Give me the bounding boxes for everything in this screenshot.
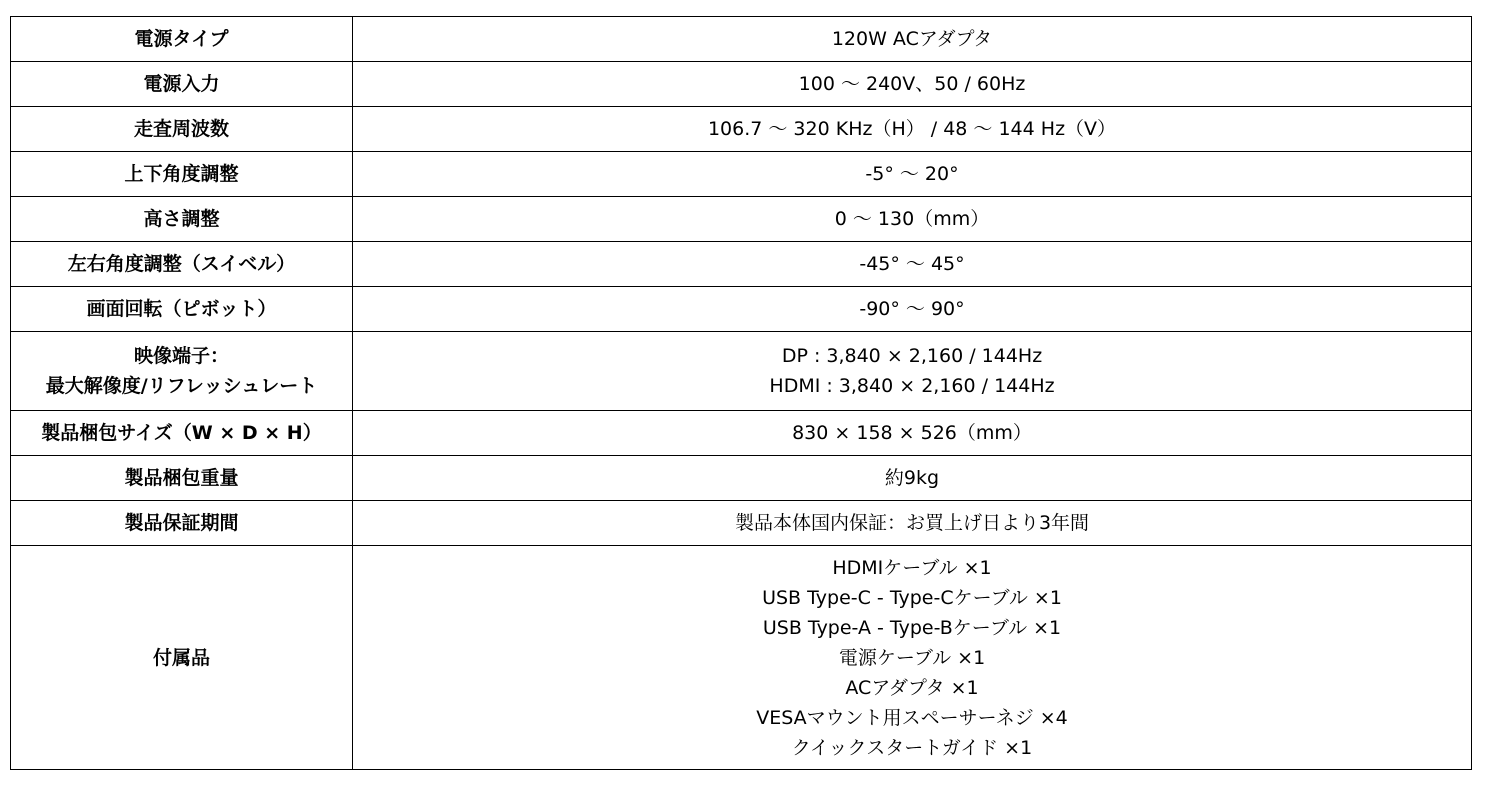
spec-value-line: 100 ～ 240V、50 / 60Hz (798, 73, 1026, 95)
spec-label-line: 付属品 (152, 646, 210, 669)
table-row (11, 456, 1472, 501)
spec-label-line: 左右角度調整（スイベル） (67, 253, 296, 275)
accessory-item: VESAマウント用スペーサーネジ ×4 (756, 706, 1068, 729)
spec-table (10, 16, 1472, 770)
spec-label (11, 62, 353, 107)
spec-value (353, 242, 1472, 287)
table-row (11, 107, 1472, 152)
spec-label-line: 電源入力 (143, 73, 220, 95)
spec-value (353, 332, 1472, 411)
spec-label (11, 242, 353, 287)
accessory-item: USB Type-C - Type-Cケーブル ×1 (762, 586, 1062, 609)
spec-value-line: -90° ～ 90° (859, 298, 965, 320)
spec-value-line: 約9kg (884, 467, 940, 489)
spec-value-line: HDMI : 3,840 × 2,160 / 144Hz (769, 375, 1055, 397)
spec-value (353, 197, 1472, 242)
spec-value-line: 830 × 158 × 526（mm） (792, 422, 1032, 444)
table-row (11, 152, 1472, 197)
spec-label (11, 107, 353, 152)
spec-label (11, 411, 353, 456)
spec-value (353, 456, 1472, 501)
accessory-item: USB Type-A - Type-Bケーブル ×1 (762, 616, 1062, 639)
accessory-item: HDMIケーブル ×1 (832, 556, 992, 579)
spec-value (353, 152, 1472, 197)
spec-value (353, 62, 1472, 107)
spec-label (11, 152, 353, 197)
spec-value-line: 0 ～ 130（mm） (834, 208, 990, 230)
spec-value-line: -5° ～ 20° (865, 163, 959, 185)
spec-label-line: 映像端子： (133, 345, 229, 367)
spec-value-line: -45° ～ 45° (859, 253, 965, 275)
spec-label (11, 17, 353, 62)
spec-value (353, 107, 1472, 152)
spec-label-line: 電源タイプ (134, 28, 229, 50)
spec-label (11, 456, 353, 501)
table-row (11, 287, 1472, 332)
spec-label (11, 501, 353, 546)
spec-value-line: 120W ACアダプタ (831, 28, 993, 50)
spec-value-line: DP : 3,840 × 2,160 / 144Hz (781, 345, 1043, 367)
spec-label-line: 走査周波数 (133, 118, 229, 140)
spec-value (353, 546, 1472, 770)
table-row (11, 411, 1472, 456)
table-row (11, 197, 1472, 242)
spec-label-line: 製品梱包サイズ（W × D × H） (41, 422, 322, 444)
spec-value (353, 411, 1472, 456)
spec-value-line: 製品本体国内保証：お買上げ日より3年間 (734, 512, 1090, 534)
table-row (11, 332, 1472, 411)
spec-label (11, 546, 353, 770)
table-row (11, 242, 1472, 287)
accessory-item: ACアダプタ ×1 (845, 676, 979, 699)
spec-label (11, 332, 353, 411)
spec-value (353, 287, 1472, 332)
table-row (11, 546, 1472, 770)
accessory-item: 電源ケーブル ×1 (838, 646, 986, 669)
spec-value-line: 106.7 ～ 320 KHz（H） / 48 ～ 144 Hz（V） (707, 118, 1117, 140)
spec-value (353, 17, 1472, 62)
spec-label-line: 画面回転（ピボット） (86, 298, 277, 320)
accessory-item: クイックスタートガイド ×1 (791, 736, 1033, 759)
spec-label-line: 最大解像度/リフレッシュレート (45, 375, 318, 397)
spec-label (11, 287, 353, 332)
spec-label-line: 上下角度調整 (124, 163, 239, 185)
spec-value (353, 501, 1472, 546)
table-row (11, 62, 1472, 107)
spec-label-line: 製品梱包重量 (124, 467, 239, 489)
spec-label (11, 197, 353, 242)
spec-label-line: 製品保証期間 (124, 512, 239, 534)
spec-label-line: 高さ調整 (143, 208, 220, 230)
table-row (11, 17, 1472, 62)
table-row (11, 501, 1472, 546)
